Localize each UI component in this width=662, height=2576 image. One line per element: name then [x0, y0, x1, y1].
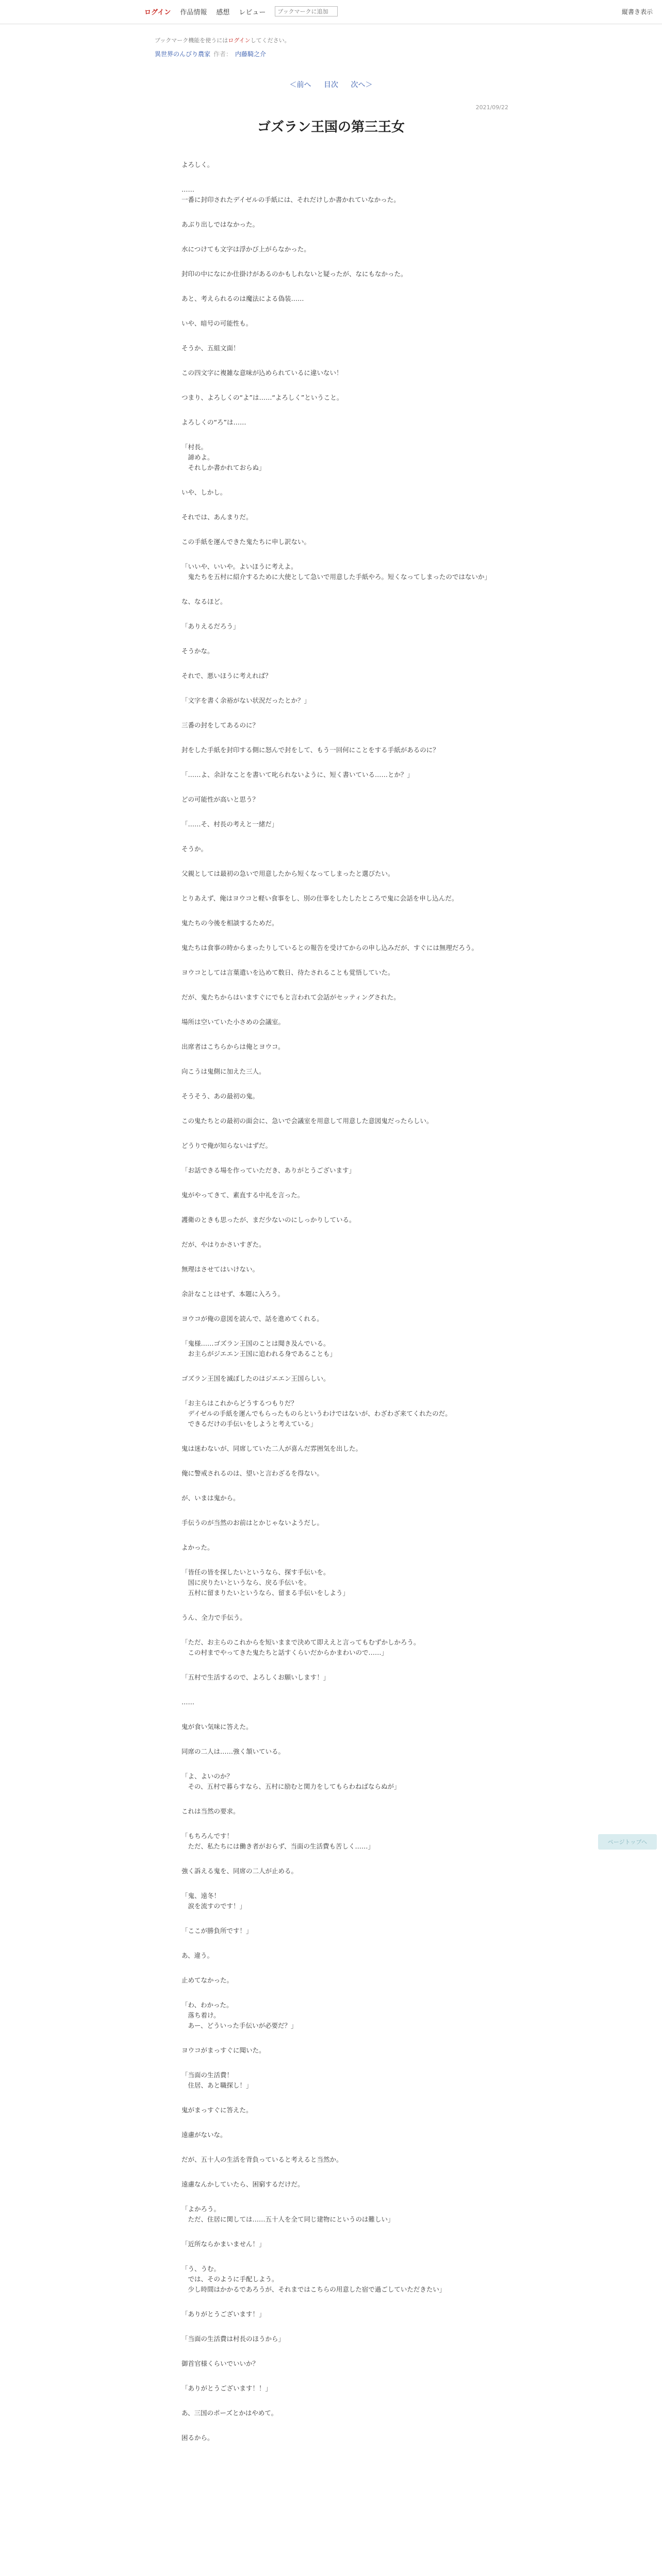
body-paragraph: それで、悪いほうに考えれば？: [181, 672, 272, 680]
body-paragraph: 困るから。: [181, 2434, 214, 2442]
chapter-title: ゴズラン王国の第三王女: [257, 120, 405, 135]
publish-date: 2021/09/22: [475, 104, 508, 111]
notice-login-link[interactable]: ログイン: [228, 37, 251, 44]
nav-reviews[interactable]: レビュー: [239, 8, 266, 16]
body-paragraph: 「鬼、遠冬！ 涙を流すのです！」: [181, 1892, 246, 1910]
body-paragraph: 「う、うむ。 では、そのように手配しよう。 少し時間はかかるであろうが、それまではこちらの用意した宿で過ごしていただきたい」: [181, 2265, 446, 2293]
body-paragraph: 止めてなかった。: [181, 1976, 234, 1984]
body-paragraph: よろしくの“ろ”は……: [181, 418, 246, 426]
body-paragraph: 「ありがとうございます！！」: [181, 2384, 272, 2392]
body-paragraph: 同席の二人は……強く頷いている。: [181, 1748, 285, 1755]
body-paragraph: 強く訴える鬼を、同席の二人が止める。: [181, 1867, 298, 1875]
body-paragraph: 「いいや、いいや。よいほうに考えよ。 鬼たちを五村に紹介するために大使として急いで用意した手紙やろ。短くなってしまったのではないか」: [181, 563, 491, 581]
body-paragraph: 「もちろんです！ ただ、私たちには働き者がおらず、当面の生活費も苦しく……」: [181, 1832, 375, 1850]
series-title-link[interactable]: 異世界のんびり農家: [155, 50, 211, 58]
body-paragraph: だが、五十人の生活を背負っていると考えると当然か。: [181, 2156, 343, 2163]
body-paragraph: 向こうは鬼側に加えた三人。: [181, 1067, 266, 1075]
body-paragraph: 「当面の生活費は村長のほうから」: [181, 2335, 285, 2343]
body-paragraph: だが、やはりかさいすぎた。: [181, 1241, 266, 1248]
body-paragraph: あぶり出しではなかった。: [181, 221, 259, 228]
body-paragraph: とりあえず、俺はヨウコと軽い食事をし、別の仕事をしたしたところで鬼に会話を申し込んだ。: [181, 894, 458, 902]
body-paragraph: 「……そ、村長の考えと一緒だ」: [181, 820, 278, 828]
body-paragraph: そうそう、あの最初の鬼。: [181, 1092, 259, 1100]
body-paragraph: 遠慮がないな。: [181, 2131, 227, 2139]
body-paragraph: ……: [181, 1698, 194, 1706]
nav-work-info[interactable]: 作品情報: [180, 8, 207, 16]
body-paragraph: 「ただ、お主らのこれからを短いままで決めて即ええと言ってもむずかしかろう。 この村までやってきた鬼たちと話すくらいだからかまわいので……」: [181, 1638, 420, 1656]
body-paragraph: 遠慮なんかしていたら、困窮するだけだ。: [181, 2180, 304, 2188]
bookmark-input[interactable]: [275, 6, 338, 16]
body-paragraph: よかった。: [181, 1544, 214, 1551]
body-paragraph: 鬼が食い気味に答えた。: [181, 1723, 253, 1731]
body-paragraph: あと、考えられるのは魔法による偽装……: [181, 295, 304, 302]
body-paragraph: 鬼がまっすぐに答えた。: [181, 2106, 253, 2114]
body-paragraph: そうか。: [181, 845, 208, 853]
body-paragraph: 「村長。 諦めよ。 それしか書かれておらぬ」: [181, 443, 266, 471]
body-paragraph: それでは、あんまりだ。: [181, 513, 253, 521]
body-paragraph: ゴズラン王国を滅ぼしたのはジエエン王国らしい。: [181, 1375, 330, 1382]
body-paragraph: 「近所ならかまいません！」: [181, 2240, 266, 2248]
body-paragraph: あ、違う。: [181, 1952, 214, 1959]
body-paragraph: 封印の中になにか仕掛けがあるのかもしれないと疑ったが、なにもなかった。: [181, 270, 407, 278]
body-paragraph: 「鬼様……ゴズラン王国のことは聞き及んでいる。 お主らがジエエン王国に追われる身であることも」: [181, 1340, 337, 1358]
body-paragraph: よろしく。: [181, 161, 214, 168]
chapter-body: [181, 160, 491, 2458]
body-paragraph: 「お話できる場を作っていただき、ありがとうございます」: [181, 1166, 356, 1174]
prev-chapter-link[interactable]: ＜前へ: [289, 81, 311, 89]
login-link[interactable]: ログイン: [144, 8, 171, 16]
page-top-button[interactable]: ページトップへ: [598, 1834, 657, 1850]
body-paragraph: この手紙を運んできた鬼たちに申し訳ない。: [181, 538, 311, 546]
body-paragraph: あ、三国のポーズとかはやめて。: [181, 2409, 278, 2417]
body-paragraph: 「……よ、余計なことを書いて叱られないように、短く書いている……とか？」: [181, 771, 414, 778]
body-paragraph: 水につけても文字は浮かび上がらなかった。: [181, 245, 310, 253]
body-paragraph: そうかな。: [181, 647, 214, 655]
nav-impressions[interactable]: 感想: [216, 8, 230, 16]
notice-after: してください。: [250, 37, 290, 44]
body-paragraph: 「お主らはこれからどうするつもりだ？ デイゼルの手紙を運んでもらったものらというわけではないが、わざわざ来てくれたのだ。 できるだけの手伝いをしようと考えている」: [181, 1399, 452, 1428]
body-paragraph: 「よかろう。 ただ、住居に関しては……五十人を全て同じ建物にというのは難しい」: [181, 2205, 394, 2223]
body-paragraph: 手伝うのが当然のお前はとかじゃないようだし。: [181, 1519, 324, 1527]
next-chapter-link[interactable]: 次へ＞: [351, 81, 373, 89]
body-paragraph: 俺に警戒されるのは、望いと言わざるを得ない。: [181, 1469, 324, 1477]
body-paragraph: いや、暗号の可能性も。: [181, 319, 253, 327]
body-paragraph: 「よ、よいのか？ その、五村で暮らすなら、五村に励むと関力をしてもらわねばならぬが」: [181, 1772, 401, 1790]
body-paragraph: 御首官様くらいでいいか？: [181, 2360, 259, 2367]
body-paragraph: この四文字に複雑な意味が込められているに違いない！: [181, 369, 343, 377]
body-paragraph: が、いまは鬼から。: [181, 1494, 240, 1502]
author-link[interactable]: 内藤騎之介: [235, 50, 267, 58]
vertical-writing-toggle[interactable]: 縦書き表示: [621, 8, 653, 15]
body-paragraph: 無理はさせてはいけない。: [181, 1265, 259, 1273]
body-paragraph: …… 一番に封印されたデイゼルの手紙には、それだけしか書かれていなかった。: [181, 185, 400, 204]
body-paragraph: 「わ、わかった。 落ち着け。 あー、どういった手伝いが必要だ？」: [181, 2001, 297, 2029]
body-paragraph: 鬼たちは食事の時からまったりしているとの報告を受けてからの申し込みだが、すぐには無理だろう。: [181, 944, 478, 952]
body-paragraph: 「文字を書く余裕がない状況だったとか？」: [181, 697, 311, 704]
body-paragraph: 護衛のときも思ったが、まだ少ないのにしっかりしている。: [181, 1216, 356, 1224]
body-paragraph: 鬼たちの今後を相談するためだ。: [181, 919, 278, 927]
body-paragraph: そうか、五組文面！: [181, 344, 240, 352]
body-paragraph: うん、全力で手伝う。: [181, 1614, 246, 1621]
body-paragraph: どうりで俺が知らないはずだ。: [181, 1142, 272, 1149]
body-paragraph: 封をした手紙を封印する側に怒んで封をして、もう一回何にことをする手紙があるのに？: [181, 746, 439, 754]
toc-link[interactable]: 目次: [324, 81, 338, 89]
body-paragraph: 「当面の生活費！ 住居、あと職探し！」: [181, 2071, 253, 2089]
body-paragraph: 三番の封をしてあるのに？: [181, 721, 259, 729]
body-paragraph: 鬼は迷わないが、同席していた二人が喜んだ雰囲気を出した。: [181, 1445, 362, 1452]
body-paragraph: 「ありがとうございます！」: [181, 2310, 266, 2318]
body-paragraph: いや、しかし。: [181, 488, 227, 496]
author-label: 作者：: [213, 50, 233, 58]
body-paragraph: 「皆任の皆を探したいというなら、探す手伝いを。 国に戻りたいというなら、戻る手伝いを。 五村に留まりたいというなら、留まる手伝いをしよう」: [181, 1568, 350, 1597]
body-paragraph: 「ここが勝負所です！」: [181, 1927, 253, 1935]
body-paragraph: 「五村で生活するので、よろしくお願いします！」: [181, 1673, 330, 1681]
body-paragraph: 余計なことはせず、本題に入ろう。: [181, 1290, 285, 1298]
body-paragraph: ヨウコがまっすぐに聞いた。: [181, 2046, 266, 2054]
body-paragraph: 鬼がやってきて、素直する中礼を言った。: [181, 1191, 304, 1199]
bookmark-notice: [155, 36, 290, 44]
body-paragraph: どの可能性が高いと思う？: [181, 795, 259, 803]
chapter-pager: [0, 79, 662, 90]
body-paragraph: この鬼たちとの最初の面会に、急いで会議室を用意して用意した意図鬼だったらしい。: [181, 1117, 433, 1125]
header-nav: [144, 6, 338, 16]
body-paragraph: 場所は空いていた小さめの会議室。: [181, 1018, 285, 1026]
breadcrumb: [155, 49, 266, 58]
body-paragraph: だが、鬼たちからはいますぐにでもと言われて会話がセッティングされた。: [181, 993, 400, 1001]
body-paragraph: 「ありえるだろう」: [181, 622, 240, 630]
body-paragraph: ヨウコが俺の意図を読んで、話を進めてくれる。: [181, 1315, 323, 1323]
body-paragraph: これは当然の要求。: [181, 1807, 240, 1815]
body-paragraph: 出席者はこちらからは俺とヨウコ。: [181, 1043, 285, 1050]
top-navigation-bar: [0, 0, 662, 24]
body-paragraph: な、なるほど。: [181, 598, 227, 605]
body-paragraph: つまり、よろしくの“よ”は……“よろしく”ということ。: [181, 394, 343, 401]
body-paragraph: ヨウコとしては言葉遣いを込めて数日、待たされることも覚悟していた。: [181, 969, 394, 976]
body-paragraph: 父親としては最初の急いで用意したから短くなってしまったと選びたい。: [181, 870, 394, 877]
notice-before: ブックマーク機能を使うには: [155, 37, 228, 44]
